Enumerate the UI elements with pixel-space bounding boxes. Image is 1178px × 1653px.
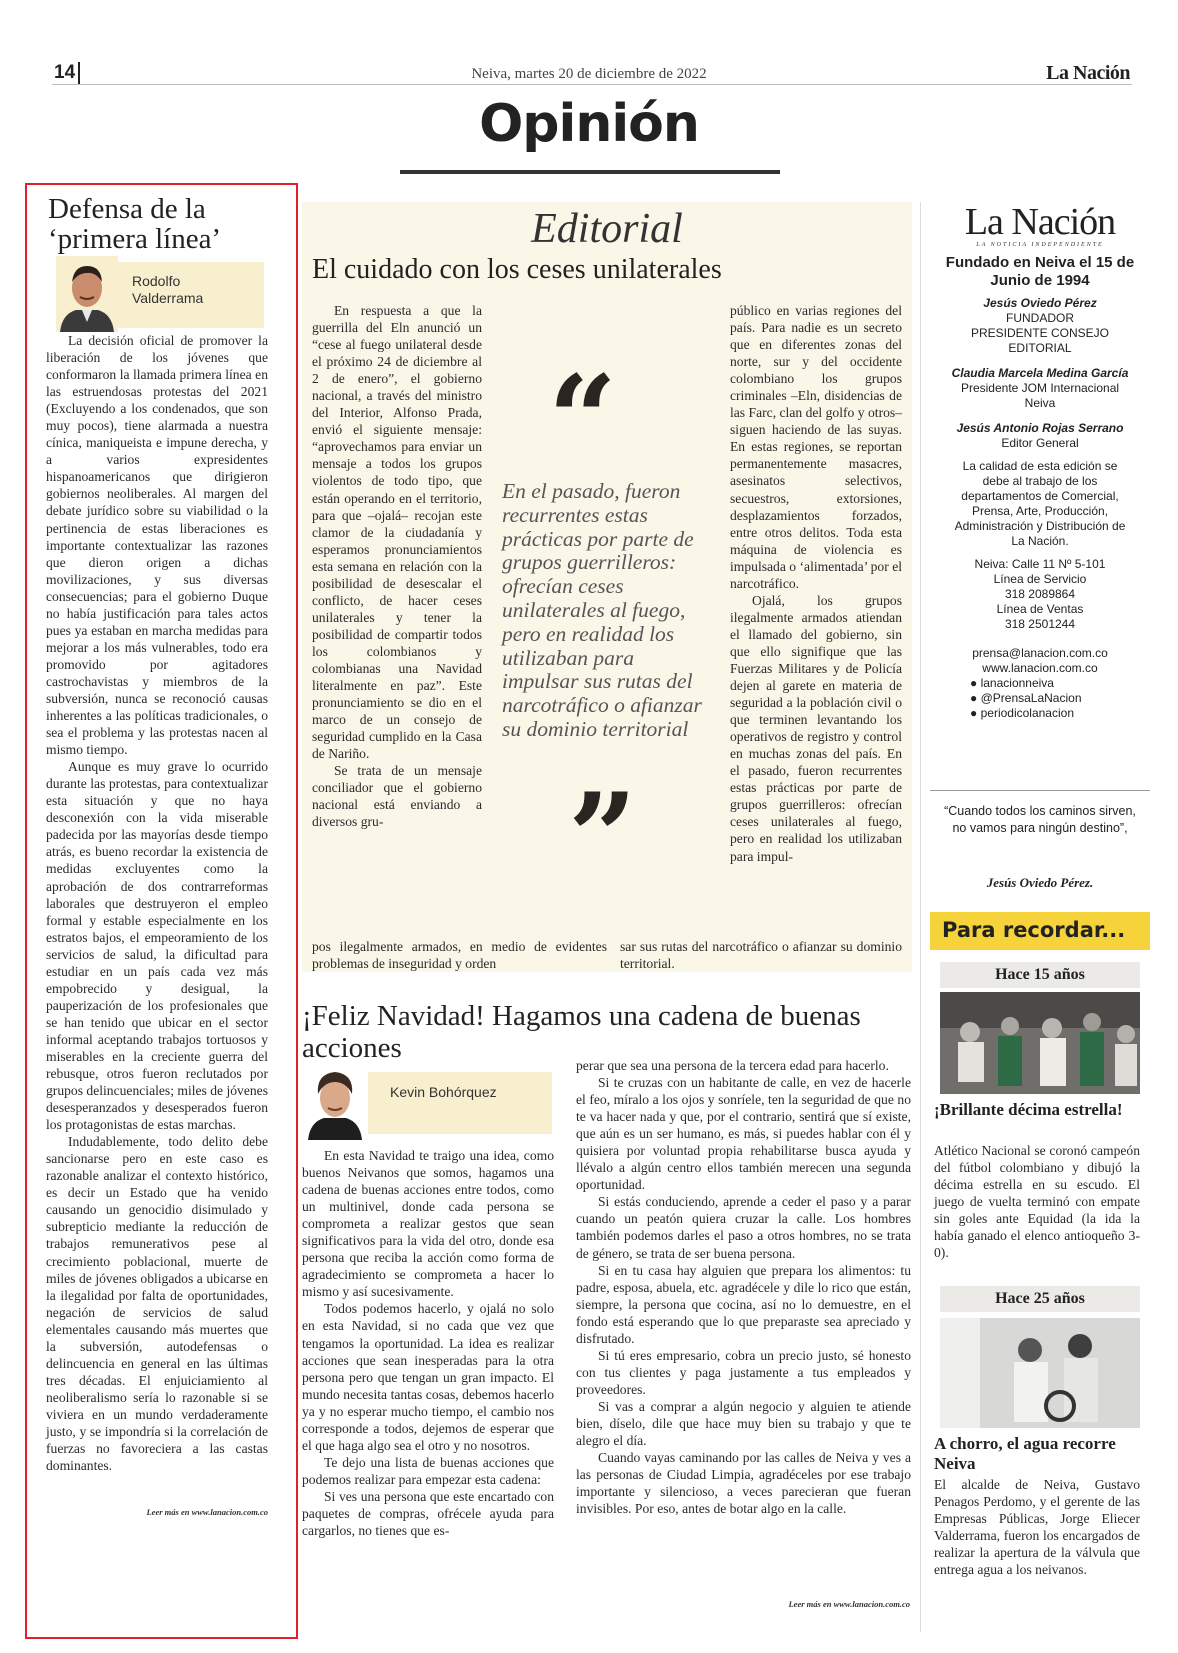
president-role: Presidente JOM Internacional Neiva <box>960 381 1120 410</box>
masthead-credits: La calidad de esta edición se debe al trabajo de los departamentos de Comercial, Prensa, Arte, Producción, Administración y Distribución de La Nación. <box>954 459 1126 548</box>
column-paragraph: La decisión oficial de promover la liberación de los jóvenes que conformaron la llamada primera línea en las estruendosas protestas del 2021 (Excluyendo a los condenados, que son muy pocos), tiene alarmada a nuestra cínica, maniqueista e impune derecha, y a varios expresidentes hispanoamericanos que dirigieron gobiernos neoliberales. Al margen del debate jurídico sobre su viabilidad o la pertinencia de estas liberaciones es importante contextualizar las razones que dieron origen a dichas movilizaciones, y sus diversas consecuencias; para el gobierno Duque no había justificación para tales actos pues ya estaban en marcha medidas para mejorar a los más vulnerables, todo era promovido por agitadores castrochavistas y miembros de la subversión, nunca se reconoció causas inherentes a las políticas tradicionales, o sea el problema y las protestas nacen al mismo tiempo. <box>46 333 268 758</box>
founder-name: Jesús Oviedo Pérez <box>983 296 1097 310</box>
dateline: Neiva, martes 20 de diciembre de 2022 <box>471 66 707 82</box>
sales-label: Línea de Ventas <box>996 602 1084 616</box>
remember-years-15: Hace 15 años <box>940 962 1140 988</box>
facebook-handle: lanacionneiva <box>980 676 1054 690</box>
editor-name: Jesús Antonio Rojas Serrano <box>956 421 1124 435</box>
navidad-paragraph: Te dejo una lista de buenas acciones que podemos realizar para empezar esta cadena: <box>302 1454 554 1487</box>
column-title: Defensa de la ‘primera línea’ <box>48 193 222 255</box>
editorial-paragraph: En respuesta a que la guerrilla del Eln anunció un “cese al fuego unilateral desde el próximo 24 de diciembre al 2 de enero”, el gobierno nacional, a través del ministro del Interior, Alfonso Prada, envió el siguiente mensaje: “aprovechamos para enviar un mensaje a todos los grupos violentos de todo tipo, que están operando en el territorio, para que –ojalá– recojan este clamor de la ciudadanía y esperamos pronunciamientos esta semana en relación con la posibilidad de desescalar el conflicto, de hacer ceses unilaterales y tener la posibilidad de compartir todos los colombianos y colombianas una Navidad literalmente en paz”. Este pronunciamiento se dio en el marco de un consejo de seguridad cumplido en la Casa de Nariño. <box>312 303 482 762</box>
masthead-tagline: LA NOTICIA INDEPENDIENTE <box>976 242 1104 248</box>
navidad-paragraph: Si vas a comprar a algún negocio y alguien te atiende bien, díselo, dile que hace muy bien su trabajo y que te alegro el día. <box>576 1398 911 1449</box>
remember-header: Para recordar... <box>930 912 1150 950</box>
page-number: 14 <box>54 62 76 83</box>
navidad-paragraph: Si te cruzas con un habitante de calle, en vez de hacerle el feo, míralo a los ojos y sonríele, ten la seguridad de que no te va hacer nada y que, por el contrario, sentirá que sí existe, que aún es un ser humano, es más, si puedes hablar con él y quisiera por voluntad propia rehabilitarse busca ayuda y llévalo a algún centro ellos también merecen una segunda oportunidad. <box>576 1075 911 1193</box>
service-label: Línea de Servicio <box>993 572 1087 586</box>
sales-phone: 318 2501244 <box>1004 617 1076 631</box>
remember-headline-1: ¡Brillante décima estrella! <box>934 1100 1123 1119</box>
editorial-bottom-left: pos ilegalmente armados, en medio de evidentes problemas de inseguridad y orden <box>312 939 607 972</box>
section-title: Opinión <box>479 94 699 154</box>
column-body <box>46 332 268 1622</box>
editorial-col1 <box>312 302 482 830</box>
navidad-col2 <box>576 1057 911 1517</box>
remember-photo-1 <box>940 992 1140 1094</box>
navidad-paragraph: Todos podemos hacerlo, y ojalá no solo en esta Navidad, si no cada que vez que tengamos la oportunidad. La idea es realizar acciones que sean inesperadas para la otra persona pero que tengan un gran impacto. El mundo necesita tantas cosas, debemos hacerlo ya y no esperar mucho tiempo, el cambio nos corresponde a todos, dejemos de esperar que el que haga algo sea el otro y no nosotros. <box>302 1301 554 1453</box>
navidad-col1 <box>302 1147 554 1539</box>
rail-quote: “Cuando todos los caminos sirven, no vamos para ningún destino”, <box>944 804 1136 835</box>
founder-role-2: PRESIDENTE CONSEJO EDITORIAL <box>970 326 1110 355</box>
editorial-pull-quote: En el pasado, fueron recurrentes estas prácticas por parte de grupos guerrilleros: ofrecían ceses unilaterales al fuego, pero en realidad los utilizaban para impulsar sus rutas del narcotráfico o afianzar su dominio territorial <box>502 479 702 741</box>
facebook-icon: ● <box>970 676 981 690</box>
navidad-paragraph: Cuando vayas caminando por las calles de Neiva y ves a las personas de Ciudad Limpia, agradéceles por ese trabajo importante y silencioso, a veces parecieran que fueran invisibles. Por eso, antes de botar algo en la calle. <box>576 1450 911 1517</box>
navidad-paragraph: En esta Navidad te traigo una idea, como buenos Neivanos que somos, hagamos una cadena de buenas acciones entre todos, como un multinivel, donde cada persona se comprometa a realizar gestos que sean significativos para la vida del otro, donde esa persona que reciba la acción como forma de agradecimiento se comprometa a hacer lo mismo y así sucesivamente. <box>302 1148 554 1300</box>
rail-quote-author: Jesús Oviedo Pérez. <box>986 875 1094 890</box>
rail-rule <box>930 790 1150 791</box>
open-quote-icon: “ <box>548 349 618 490</box>
facebook-link[interactable] <box>930 676 1150 691</box>
twitter-icon: ● <box>970 691 981 705</box>
remember-body-1: Atlético Nacional se coronó campeón del fútbol colombiano y dibujó la décima estrella en su escudo. El juego de vuelta terminó con empate sin goles ante Equidad (la ida la había ganado el elenco antioqueño 3-0). <box>934 1143 1140 1261</box>
column-paragraph: Aunque es muy grave lo ocurrido durante las protestas, para contextualizar esta situación y que no haya desconexión con la vida miserable padecida por las mayorías desde tiempo atrás, es bueno recordar la existencia de medidas excluyentes como la aprobación de dos contrarreformas laborales que destruyeron el empleo formal y estable especialmente en los estratos bajos, el empeoramiento de los servicios de salud, la dificultad para estudiar en un país cada vez más empobrecido y desigual, la pauperización de los profesionales que se han tenido que ubicar en el sector informal aceptando trabajos tortuosos y miserables en la creciente guerra del rebusque, otros fueron reclutados por grupos delincuenciales; miles de jóvenes desesperanzados y desesperados fueron los protagonistas de estas marchas. <box>46 759 268 1133</box>
editorial-label: Editorial <box>531 206 683 252</box>
remember-body-2: El alcalde de Neiva, Gustavo Penagos Perdomo, y el gerente de las Empresas Públicas, Jorge Eliecer Valderrama, fueron los encargados de realizar la apertura de la válvula que entrega agua a los neivanos. <box>934 1477 1140 1578</box>
navidad-paragraph: Si tú eres empresario, cobra un precio justo, sé honesto con tus clientes y paga justamente a tus empleados y proveedores. <box>576 1347 911 1397</box>
masthead-founded: Fundado en Neiva el 15 de Junio de 1994 <box>945 254 1135 289</box>
navidad-paragraph: Si en tu casa hay alguien que prepara los alimentos: tu padre, esposa, abuela, etc. agradécele y dile lo rico que están, siempre, la persona que cocina, así no lo demuestre, en el fondo está esperando que lo que preparaste sea apreciado y disfrutado. <box>576 1262 911 1346</box>
editorial-title: El cuidado con los ceses unilaterales <box>312 254 722 285</box>
instagram-link[interactable] <box>930 706 1150 721</box>
editor-role: Editor General <box>1001 436 1079 450</box>
editorial-paragraph: público en varias regiones del país. Para nadie es un secreto que en diferentes zonas del norte, sur y del occidente colombiano los grupos criminales –Eln, disidencias de las Farc, clan del golfo y otros– siguen haciendo de las suyas. En estas regiones, se reportan permanentemente masacres, asesinatos selectivos, secuestros, extorsiones, desplazamientos forzados, entre otros delitos. Toda esta máquina de violencia es impulsada o ‘alimentada’ por el narcotráfico. <box>730 303 902 591</box>
navidad-paragraph: Si estás conduciendo, aprende a ceder el paso y a parar cuando un peatón quiera cruzar la calle. Los hombres también podemos darles el paso a otros hombres, no se trata de género, se trata de ser buena persona. <box>576 1194 911 1261</box>
twitter-handle: @PrensaLaNacion <box>980 691 1082 705</box>
rail-divider <box>920 202 921 1632</box>
navidad-title: ¡Feliz Navidad! Hagamos una cadena de buenas acciones <box>302 1000 861 1064</box>
remember-photo-2 <box>940 1318 1140 1428</box>
masthead <box>930 202 1150 721</box>
editorial-paragraph: Ojalá, los grupos ilegalmente armados atiendan el llamado del gobierno, sin que ello signifique que las Fuerzas Militares y de Policía dejen al garete en materia de seguridad a la población civil o que terminen levantando los operativos de registro y control en muchas zonas del país. En el pasado, fueron recurrentes estas prácticas por parte de grupos guerrilleros: ofrecían ceses unilaterales al fuego, pero en realidad los utilizaban para impul- <box>730 592 902 864</box>
close-quote-icon: ” <box>568 767 638 908</box>
navidad-paragraph: Si ves una persona que este encartado con paquetes de compras, ofrécele ayuda para cargarlos, no tienes que es- <box>302 1488 554 1539</box>
service-phone: 318 2089864 <box>1004 587 1076 601</box>
section-rule <box>400 170 780 174</box>
instagram-handle: periodicolanacion <box>980 706 1074 720</box>
instagram-icon: ● <box>970 706 981 720</box>
column-more-link[interactable]: Leer más en www.lanacion.com.co <box>146 1507 268 1517</box>
masthead-web[interactable]: www.lanacion.com.co <box>982 661 1098 675</box>
navidad-more-link[interactable]: Leer más en www.lanacion.com.co <box>788 1599 910 1609</box>
navidad-author-box <box>352 1072 552 1134</box>
navidad-author-avatar <box>302 1064 368 1140</box>
navidad-paragraph: perar que sea una persona de la tercera edad para hacerlo. <box>576 1058 889 1073</box>
president-name: Claudia Marcela Medina García <box>951 366 1129 380</box>
masthead-logo: La Nación <box>964 201 1116 243</box>
column-author-name: Rodolfo Valderrama <box>132 273 204 306</box>
column-paragraph: Indudablemente, todo delito debe sancionarse pero en este caso es razonable analizar el contexto histórico, es decir un Estado que ha venido causando un genocidio disimulado y subrepticio mediante la reducción de trabajos remunerativos pese al crecimiento poblacional, muerte de miles de jóvenes obligados a ubicarse en la ilegalidad por falta de oportunidades, negación de servicios de salud elementales causando más muertes que la subversión, autodefensas o delincuencia en general en las últimas tres décadas. El enjuiciamiento al neoliberalismo sería lo razonable si se viviera en un mundo verdaderamente justo, y se impondría si la correlación de fuerzas no favoreciera a las castas dominantes. <box>46 1134 268 1474</box>
remember-headline-2: A chorro, el agua recorre Neiva <box>934 1434 1116 1473</box>
remember-years-25: Hace 25 años <box>940 1286 1140 1312</box>
header-brand-logo: La Nación <box>1046 62 1130 84</box>
masthead-email[interactable]: prensa@lanacion.com.co <box>972 646 1108 660</box>
header-rule <box>52 84 1132 85</box>
editorial-col2 <box>730 302 902 865</box>
editorial-paragraph: Se trata de un mensaje conciliador que el gobierno nacional está enviando a diversos gru- <box>312 763 482 830</box>
author-avatar <box>56 256 118 332</box>
editorial-bottom-right: sar sus rutas del narcotráfico o afianzar su dominio territorial. <box>620 939 902 972</box>
masthead-address: Neiva: Calle 11 Nº 5-101 <box>974 557 1106 571</box>
founder-role: FUNDADOR <box>1006 311 1074 325</box>
navidad-author-name: Kevin Bohórquez <box>390 1084 497 1100</box>
twitter-link[interactable] <box>930 691 1150 706</box>
